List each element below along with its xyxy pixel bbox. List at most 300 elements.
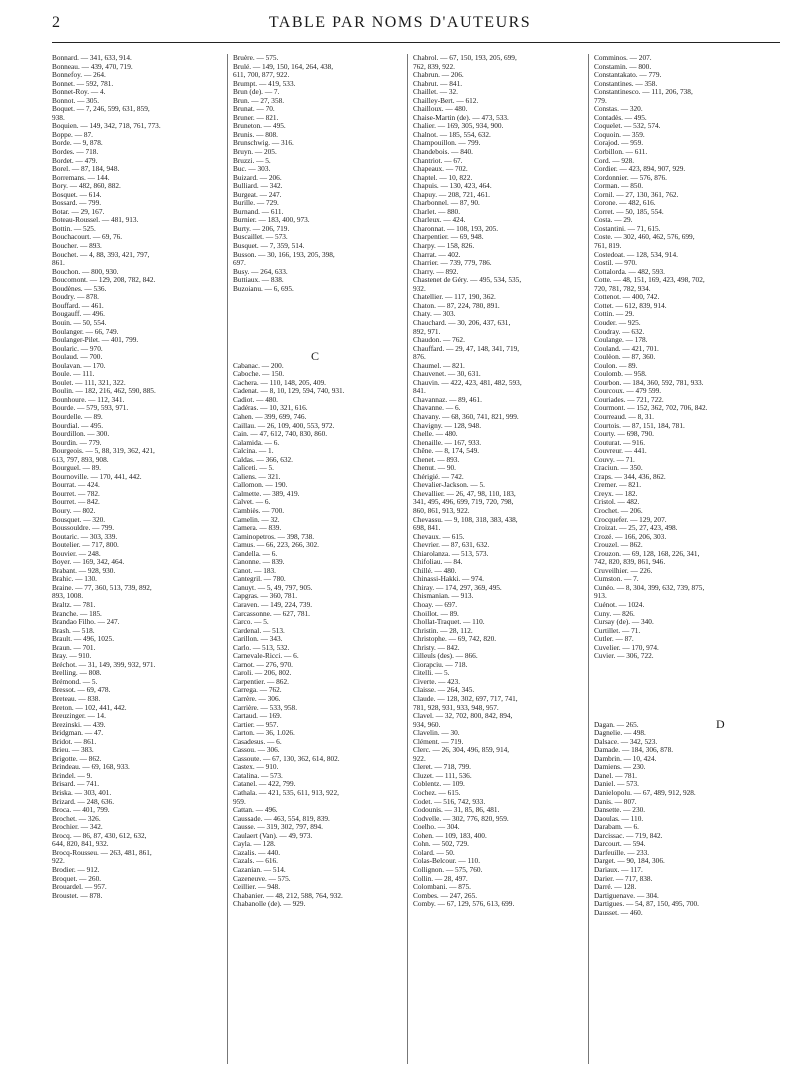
index-entry: Brunis. — 808.: [233, 129, 278, 139]
index-entry: Chenut. — 90.: [413, 463, 456, 473]
index-entry: Cordonnier. — 576, 876.: [594, 172, 667, 182]
index-entry: Coquelet. — 532, 574.: [594, 121, 661, 131]
index-entry: Courbon. — 184, 360, 592, 781, 933.: [594, 377, 704, 387]
index-entry: Cottalorda. — 482, 593.: [594, 266, 665, 276]
index-entry: Cathala. — 421, 535, 611, 913, 922,: [233, 788, 339, 798]
index-entry: Constantines. — 358.: [594, 78, 658, 88]
index-entry: Cahen. — 399, 699, 746.: [233, 411, 307, 421]
index-entry: Cottet. — 612, 839, 914.: [594, 300, 667, 310]
index-entry: Brouardel. — 957.: [52, 882, 107, 892]
index-entry: Dariaux. — 117.: [594, 864, 643, 874]
index-entry: Bousquet. — 320.: [52, 514, 106, 524]
index-entry: Brandao Filho. — 247.: [52, 617, 120, 627]
index-entry: Chêne. — 8, 174, 549.: [413, 446, 480, 456]
index-entry: Chailley-Bert. — 612.: [413, 95, 479, 105]
index-entry: Chauffard. — 29, 47, 148, 341, 719,: [413, 343, 520, 353]
index-entry: Cremer. — 821.: [594, 480, 642, 490]
index-entry: Dagan. — 265.: [594, 719, 639, 729]
index-entry: Carnevale-Ricci. — 6.: [233, 651, 299, 661]
index-entry: Boppe. — 87.: [52, 129, 93, 139]
index-entry: 841.: [413, 386, 426, 396]
index-entry: Choay. — 697.: [413, 600, 458, 609]
index-entry: Colard. — 50.: [413, 847, 455, 857]
index-entry: Cassoute. — 67, 130, 362, 614, 802.: [233, 753, 340, 763]
index-entry: Chavannaz. — 89, 461.: [413, 394, 482, 404]
index-entry: Chavanne. — 6.: [413, 403, 461, 413]
index-entry: Corret. — 50, 185, 554.: [594, 206, 664, 216]
index-entry: 959.: [233, 796, 246, 806]
index-entry: Bourgeois. — 5, 88, 319, 362, 421,: [52, 446, 155, 456]
index-entry: Dansette. — 230.: [594, 805, 646, 815]
index-entry: Brindeau. — 69, 168, 933.: [52, 762, 130, 772]
index-entry: Charrier. — 739, 779, 786.: [413, 258, 492, 268]
index-entry: Bruneton. — 495.: [233, 121, 286, 131]
index-entry: Brelling. — 808.: [52, 668, 102, 678]
index-entry: Croizat. — 25, 27, 423, 498.: [594, 523, 678, 533]
index-entry: Bressot. — 69, 478.: [52, 685, 111, 695]
index-entry: Creyx. — 182.: [594, 488, 638, 498]
index-entry: Chevallier. — 26, 47, 98, 110, 183,: [413, 488, 516, 498]
index-entry: Cambiès. — 700.: [233, 505, 285, 515]
index-entry: Chailloux. — 480.: [413, 104, 468, 114]
index-entry: Coulon. — 89.: [594, 360, 638, 370]
index-entry: Chifoliau. — 84.: [413, 557, 463, 567]
index-entry: Cadéras. — 10, 321, 616.: [233, 403, 308, 413]
index-entry: Corone. — 482, 616.: [594, 198, 656, 208]
index-entry: Dagnelie. — 498.: [594, 728, 646, 738]
index-entry: Christin. — 28, 112.: [413, 625, 473, 635]
index-entry: Courty. — 698, 790.: [594, 429, 654, 439]
index-entry: Cartier. — 957.: [233, 719, 279, 729]
index-entry: Coelho. — 304.: [413, 822, 460, 832]
index-entry: Cunéo. — 8, 304, 399, 632, 739, 875,: [594, 582, 705, 592]
index-entry: Bonnot. — 305.: [52, 95, 100, 105]
index-entry: Calcina. — 1.: [233, 446, 274, 456]
index-entry: Catalina. — 573.: [233, 770, 283, 780]
index-entry: Caillau. — 26, 109, 400, 553, 972.: [233, 420, 335, 430]
index-entry: Boulaud. — 700.: [52, 352, 103, 362]
index-entry: Boucomont. — 129, 208, 782, 842.: [52, 275, 156, 285]
index-entry: Broustet. — 878.: [52, 890, 103, 900]
index-entry: Caroli. — 206, 802.: [233, 668, 292, 678]
index-entry: Canuyt. — 5, 49, 797, 905.: [233, 582, 313, 592]
index-entry: Cadiot. — 480.: [233, 394, 278, 404]
index-entry: Charlet. — 880.: [413, 206, 461, 216]
index-entry: Chabanolle (de). — 929.: [233, 899, 306, 909]
index-entry: Boquet. — 7, 246, 599, 631, 859,: [52, 104, 150, 114]
index-entry: 876.: [413, 352, 426, 362]
index-entry: Burnier. — 183, 400, 973.: [233, 215, 310, 225]
index-entry: Chavigny. — 128, 948.: [413, 420, 482, 430]
index-entry: Carpentier. — 862.: [233, 676, 289, 686]
index-entry: Brocq. — 86, 87, 430, 612, 632,: [52, 830, 147, 840]
index-entry: Boquien. — 149, 342, 718, 761, 773.: [52, 121, 161, 131]
index-entry: Constantinesco. — 111, 206, 738,: [594, 87, 693, 97]
index-entry: Chenet. — 893.: [413, 454, 460, 464]
index-entry: Chenaille. — 167, 933.: [413, 437, 482, 447]
index-entry: Costa. — 29.: [594, 215, 633, 225]
index-entry: Colas-Belcour. — 110.: [413, 856, 481, 866]
index-entry: Ciorapciu. — 718.: [413, 659, 468, 669]
index-entry: Bouchacourt. — 69, 76.: [52, 232, 123, 242]
index-entry: Brizard. — 248, 636.: [52, 796, 115, 806]
index-entry: Boulanger. — 66, 749.: [52, 326, 119, 336]
index-entry: [594, 661, 780, 670]
index-entry: Boyer. — 169, 342, 464.: [52, 557, 125, 567]
index-entry: Burty. — 206, 719.: [233, 223, 290, 233]
index-entry: Caliens. — 321.: [233, 471, 281, 481]
index-entry: Cotte. — 48, 151, 169, 423, 498, 702,: [594, 275, 705, 285]
index-entry: Corman. — 850.: [594, 181, 644, 191]
index-entry: Chabrol. — 67, 150, 193, 205, 699,: [413, 54, 517, 62]
index-entry: Cruveilhier. — 226.: [594, 565, 653, 575]
index-entry: Causse. — 319, 302, 797, 894.: [233, 822, 323, 832]
index-entry: 922.: [52, 856, 65, 866]
index-entry: Burgeat. — 247.: [233, 189, 282, 199]
index-entry: Damade. — 184, 306, 878.: [594, 745, 674, 755]
index-entry: Bruzzi. — 5.: [233, 155, 271, 165]
index-entry: Busquet. — 7, 359, 514.: [233, 241, 305, 251]
index-entry: Costedoat. — 128, 534, 914.: [594, 249, 678, 259]
index-entry: Cassou. — 306.: [233, 745, 280, 755]
index-entry: Brulé. — 149, 150, 164, 264, 438,: [233, 61, 334, 71]
index-entry: Dambrin. — 10, 424.: [594, 753, 657, 763]
index-entry: Brochier. — 342.: [52, 822, 103, 832]
index-entry: Chevalier-Jackson. — 5.: [413, 480, 485, 490]
index-entry: Cain. — 47, 612, 740, 830, 860.: [233, 429, 328, 439]
index-entry: Craps. — 344, 436, 862.: [594, 471, 666, 481]
index-entry: Cohn. — 502, 729.: [413, 839, 469, 849]
index-entry: Brieu. — 383.: [52, 745, 94, 755]
index-entry: Chiarolanza. — 513, 573.: [413, 548, 489, 558]
index-entry: Chaty. — 303.: [413, 309, 456, 319]
index-entry: Dartigues. — 54, 87, 150, 495, 700.: [594, 899, 699, 909]
index-entry: Cleret. — 718, 799.: [413, 762, 471, 772]
index-entry: Darcissac. — 719, 842.: [594, 830, 663, 840]
index-entry: Colombani. — 875.: [413, 882, 471, 892]
index-entry: Branche. — 185.: [52, 608, 102, 618]
index-entry: Christophe. — 69, 742, 820.: [413, 634, 497, 644]
index-entry: Brodier. — 912.: [52, 864, 100, 874]
index-entry: Brash. — 518.: [52, 625, 95, 635]
index-entry: Cottenot. — 400, 742.: [594, 292, 660, 302]
index-entry: [233, 310, 401, 319]
index-entry: Carrega. — 762.: [233, 685, 282, 695]
index-entry: Coquoin. — 359.: [594, 129, 645, 139]
index-entry: Cuvelier. — 170, 974.: [594, 642, 659, 652]
index-entry: Chabrun. — 206.: [413, 70, 464, 80]
index-entry: Coulange. — 178.: [594, 335, 648, 345]
index-entry: Boucher. — 893.: [52, 241, 102, 251]
index-entry: Castex. — 910.: [233, 762, 279, 772]
index-entry: Danel. — 781.: [594, 770, 637, 780]
index-entry: Boulin. — 182, 216, 462, 590, 885.: [52, 386, 156, 396]
index-entry: Carco. — 5.: [233, 617, 269, 627]
index-entry: Bouffard. — 461.: [52, 300, 104, 310]
index-entry: Breton. — 102, 441, 442.: [52, 702, 127, 712]
index-entry: [233, 328, 401, 337]
index-entry: Chaptel. — 10, 822.: [413, 172, 473, 182]
index-entry: Chalier. — 169, 305, 934, 900.: [413, 121, 504, 131]
index-entry: Daoulas. — 110.: [594, 813, 644, 823]
index-entry: Curtillet. — 71.: [594, 625, 641, 635]
index-entry: Chaillet. — 32.: [413, 87, 458, 97]
index-entry: Darget. — 90, 184, 306.: [594, 856, 665, 866]
index-entry: Borde. — 9, 878.: [52, 138, 103, 148]
index-entry: Brault. — 496, 1025.: [52, 634, 115, 644]
index-entry: Caulaert (Van). — 49, 973.: [233, 830, 313, 840]
index-entry: 922.: [413, 753, 426, 763]
index-entry: Carrère. — 306.: [233, 694, 281, 704]
index-entry: Brabant. — 928, 930.: [52, 565, 116, 575]
index-entry: Caminopetros. — 398, 738.: [233, 531, 315, 541]
index-entry: Couriades. — 721, 722.: [594, 394, 664, 404]
index-entry: Charpy. — 158, 826.: [413, 241, 475, 251]
index-entry: Canonne. — 839.: [233, 557, 285, 567]
index-entry: Buttiaux. — 838.: [233, 275, 284, 285]
page-title: TABLE PAR NOMS D'AUTEURS: [268, 14, 532, 31]
index-entry: Clément. — 719.: [413, 736, 464, 746]
index-entry: Cristol. — 482.: [594, 497, 640, 507]
index-entry: Ceillier. — 948.: [233, 882, 281, 892]
index-entry: Constantakato. — 779.: [594, 70, 662, 80]
index-entry: Briska. — 303, 401.: [52, 788, 112, 798]
index-entry: Darabam. — 6.: [594, 822, 639, 832]
index-entry: Candella. — 6.: [233, 548, 278, 558]
index-entry: Dartiguenave. — 304.: [594, 890, 659, 900]
index-entry: Cilleuls (des). — 866.: [413, 651, 478, 661]
index-entry: Borel. — 87, 184, 948.: [52, 164, 120, 174]
index-entry: Brémond. — 5.: [52, 676, 98, 686]
index-entry: Dalsace. — 342, 523.: [594, 736, 658, 746]
index-entry: Bougauff. — 496.: [52, 309, 105, 319]
index-entry: Cazeneuve. — 575.: [233, 873, 291, 883]
index-entry: Bordes. — 718.: [52, 147, 99, 157]
index-entry: Botar. — 29, 167.: [52, 206, 105, 216]
index-entry: Bouvier. — 248.: [52, 548, 101, 558]
index-entry: Brigotte. — 862.: [52, 753, 102, 763]
index-entry: 698, 841.: [413, 523, 441, 533]
index-entry: Chaumel. — 821.: [413, 360, 465, 370]
index-entry: Bourdelle. — 89.: [52, 411, 103, 421]
index-entry: Craciun. — 350.: [594, 463, 643, 473]
index-entry: Boutelier. — 717, 800.: [52, 540, 119, 550]
index-entry: Dausset. — 460.: [594, 907, 643, 917]
index-entry: Couvy. — 71.: [594, 454, 635, 464]
index-entry: Darfeuille. — 233.: [594, 847, 650, 857]
index-entry: Bourdillon. — 300.: [52, 429, 110, 439]
index-entry: Cabanac. — 200.: [233, 360, 284, 370]
index-entry: Bourrat. — 424.: [52, 480, 100, 490]
column-separator: [407, 54, 408, 1064]
index-entry: [233, 319, 401, 328]
index-entry: Broquet. — 260.: [52, 873, 102, 883]
index-entry: Bourde. — 579, 593, 971.: [52, 403, 129, 413]
index-entry: Courtois. — 87, 151, 184, 781.: [594, 420, 685, 430]
index-entry: Boulet. — 111, 321, 322.: [52, 377, 126, 387]
index-entry: 697.: [233, 258, 246, 268]
index-entry: Bory. — 482, 860, 882.: [52, 181, 121, 191]
index-entry: Claisse. — 264, 345.: [413, 685, 475, 695]
header-rule: [52, 42, 780, 43]
index-entry: Bourguel. — 89.: [52, 463, 101, 473]
index-entry: Braun. — 701.: [52, 642, 96, 652]
index-entry: Bonnet-Roy. — 4.: [52, 87, 106, 97]
index-entry: Codet. — 516, 742, 933.: [413, 796, 486, 806]
index-entry: Broca. — 401, 799.: [52, 805, 110, 815]
index-entry: Coudray. — 632.: [594, 326, 645, 336]
index-entry: Brunat. — 70.: [233, 104, 275, 114]
index-entry: Charleux. — 424.: [413, 215, 466, 225]
index-entry: Boutaric. — 303, 339.: [52, 531, 118, 541]
index-entry: Brezinski. — 439.: [52, 719, 106, 729]
index-entry: Chauvin. — 422, 423, 481, 482, 593,: [413, 377, 522, 387]
index-entry: Damiens. — 230.: [594, 762, 646, 772]
index-entry: Couder. — 925.: [594, 317, 641, 327]
index-entry: Boule. — 111.: [52, 369, 95, 379]
index-entry: Crocquefer. — 129, 207.: [594, 514, 667, 524]
index-entry: 892, 971.: [413, 326, 441, 336]
index-entry: Charpentier. — 69, 948.: [413, 232, 484, 242]
index-entry: Boularic. — 970.: [52, 343, 103, 353]
index-entry: Coste. — 302, 460, 462, 576, 699,: [594, 232, 695, 242]
index-entry: [594, 704, 780, 713]
index-entry: Brindel. — 9.: [52, 770, 93, 780]
index-entry: Chiray. — 174, 297, 369, 495.: [413, 582, 502, 592]
index-entry: Chandebois. — 840.: [413, 147, 473, 157]
index-entry: Bruyn. — 205.: [233, 147, 277, 157]
index-entry: Chaton. — 87, 224, 780, 891.: [413, 300, 500, 310]
index-entry: 781, 928, 931, 933, 948, 957.: [413, 702, 499, 712]
index-entry: Caussade. — 463, 554, 819, 839.: [233, 813, 330, 823]
index-entry: Bulliard. — 342.: [233, 181, 283, 191]
index-entry: Calamida. — 6.: [233, 437, 280, 447]
index-entry: Chelle. — 480.: [413, 429, 458, 439]
index-entry: Carillon. — 343.: [233, 634, 283, 644]
index-entry: [233, 302, 401, 311]
index-column-4: [594, 54, 780, 917]
index-entry: 644, 820, 841, 932.: [52, 839, 109, 849]
index-entry: Cochez. — 615.: [413, 788, 461, 798]
index-entry: Carlo. — 513, 532.: [233, 642, 290, 652]
index-entry: 611, 700, 877, 922.: [233, 70, 290, 80]
index-entry: Chavany. — 68, 360, 741, 821, 999.: [413, 411, 519, 421]
index-entry: Cadenat. — 8, 10, 129, 594, 740, 931.: [233, 386, 345, 396]
index-entry: 613, 797, 893, 908.: [52, 454, 109, 464]
column-separator: [227, 54, 228, 1064]
index-entry: Cazalis. — 440.: [233, 847, 281, 857]
index-entry: Cord. — 928.: [594, 155, 635, 165]
index-entry: Bouchet. — 4, 88, 393, 421, 797,: [52, 249, 150, 259]
index-entry: Brochet. — 326.: [52, 813, 101, 823]
index-entry: Chaudon. — 762.: [413, 335, 465, 345]
index-entry: Caboche. — 150.: [233, 369, 285, 379]
index-entry: Callomon. — 190.: [233, 480, 288, 490]
index-entry: Bruère. — 575.: [233, 54, 279, 62]
index-entry: Bridgman. — 47.: [52, 728, 104, 738]
index-entry: Comminos. — 207.: [594, 54, 652, 62]
index-entry: Collignon. — 575, 760.: [413, 864, 483, 874]
page-number: 2: [52, 14, 60, 31]
index-entry: Camus. — 66, 223, 266, 302.: [233, 540, 319, 550]
index-entry: 934, 960.: [413, 719, 441, 729]
index-entry: Bonnefoy. — 264.: [52, 70, 106, 80]
index-entry: Cattan. — 496.: [233, 805, 278, 815]
index-entry: Busy. — 264, 633.: [233, 266, 288, 276]
index-entry: Bourret. — 842.: [52, 497, 100, 507]
index-entry: Chabanier. — 48, 212, 588, 764, 932.: [233, 890, 343, 900]
index-entry: Chevrier. — 87, 631, 632.: [413, 540, 490, 550]
index-entry: 341, 495, 496, 699, 719, 720, 798,: [413, 497, 514, 507]
index-entry: Danielopolu. — 67, 489, 912, 928.: [594, 788, 696, 798]
index-entry: Chapeaux. — 702.: [413, 164, 468, 174]
index-entry: Corbillon. — 611.: [594, 147, 648, 157]
index-entry: Brumpt. — 419, 533.: [233, 78, 296, 88]
index-entry: 742, 820, 839, 861, 946.: [594, 557, 666, 567]
index-entry: 861.: [52, 258, 65, 268]
index-entry: Cordier. — 423, 894, 907, 929.: [594, 164, 686, 174]
index-entry: Buc. — 303.: [233, 164, 271, 174]
index-entry: Breuzinger. — 14.: [52, 711, 106, 721]
index-entry: Chalnot. — 185, 554, 632.: [413, 129, 491, 139]
index-entry: [594, 669, 780, 678]
index-entry: Bosquet. — 614.: [52, 189, 102, 199]
index-entry: Charrat. — 402.: [413, 249, 461, 259]
index-entry: Coblentz. — 109.: [413, 779, 465, 789]
index-entry: Darré. — 128.: [594, 882, 637, 892]
index-entry: Cardenal. — 513.: [233, 625, 285, 635]
index-entry: Camera. — 839.: [233, 523, 282, 533]
index-entry: Brahic. — 130.: [52, 574, 97, 584]
index-entry: Cantegril. — 780.: [233, 574, 286, 584]
index-column-1: [52, 54, 220, 900]
index-entry: [233, 336, 401, 345]
index-entry: Coulèon. — 87, 360.: [594, 352, 656, 362]
section-letter-c: C: [311, 349, 320, 363]
index-entry: [594, 695, 780, 704]
index-entry: Clavel. — 32, 702, 800, 842, 894,: [413, 711, 513, 721]
index-entry: Darcourt. — 594.: [594, 839, 646, 849]
index-entry: Bouin. — 50, 554.: [52, 317, 107, 327]
index-entry: Chastenet de Géry. — 495, 534, 535,: [413, 275, 522, 285]
index-entry: Crochet. — 206.: [594, 505, 643, 515]
index-entry: Crozé. — 166, 206, 303.: [594, 531, 667, 541]
index-entry: Choillot. — 89.: [413, 608, 459, 618]
column-separator: [588, 54, 589, 1064]
index-entry: Boulanger-Pilet. — 401, 799.: [52, 335, 139, 345]
index-entry: Caldas. — 366, 632.: [233, 454, 293, 464]
index-entry: Bray. — 910.: [52, 651, 92, 661]
index-column-2: [233, 54, 401, 909]
index-entry: 779.: [594, 95, 607, 105]
index-entry: Busson. — 30, 166, 193, 205, 398,: [233, 249, 335, 259]
index-entry: Crouzon. — 69, 128, 168, 226, 341,: [594, 548, 700, 558]
index-entry: Citelli. — 5.: [413, 668, 450, 678]
index-entry: Bourret. — 782.: [52, 488, 100, 498]
index-entry: Breteau. — 838.: [52, 694, 101, 704]
index-entry: Civerte. — 423.: [413, 676, 461, 686]
index-entry: Carcassonne. — 627, 781.: [233, 608, 311, 618]
index-entry: 932.: [413, 283, 426, 293]
index-entry: Courreaud. — 8, 31.: [594, 411, 654, 421]
index-entry: Danis. — 807.: [594, 796, 637, 806]
index-entry: Cursay (de). — 340.: [594, 617, 654, 627]
index-entry: Cornil. — 27, 130, 361, 762.: [594, 189, 679, 199]
index-entry: Chinassi-Hakki. — 974.: [413, 574, 484, 584]
index-entry: 893, 1008.: [52, 591, 84, 601]
index-entry: Combes. — 247, 265.: [413, 890, 478, 900]
index-entry: Coulomb. — 958.: [594, 369, 647, 379]
